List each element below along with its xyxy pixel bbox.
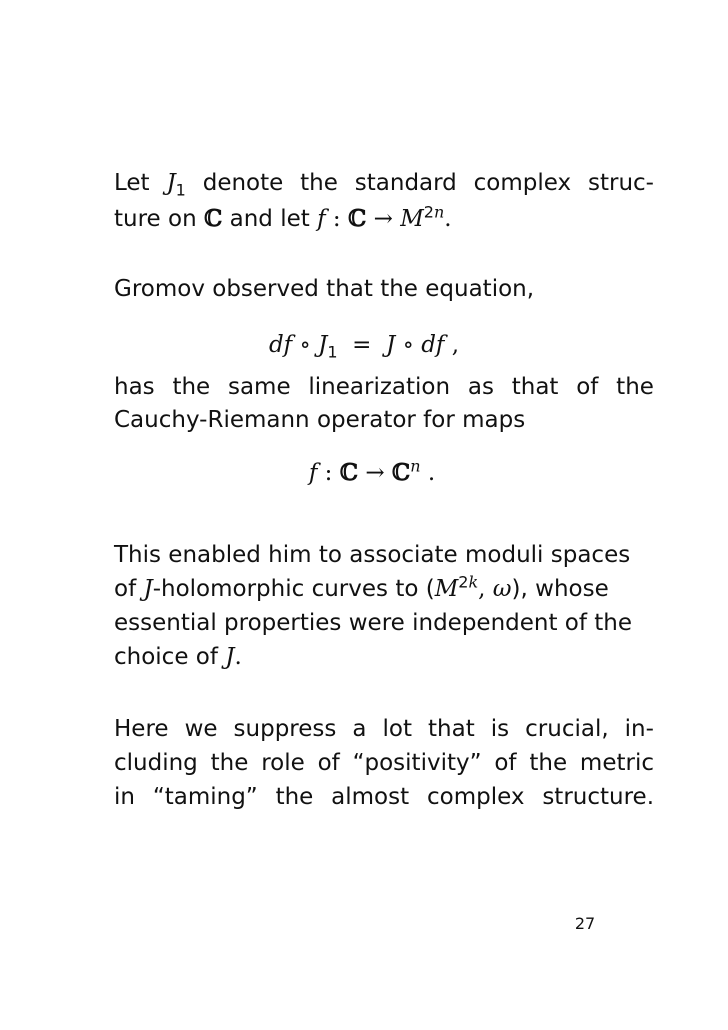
math-j1: $J_1$ [166,170,186,200]
equation-1: df ∘ $J_1 = J$ ∘ df , [268,332,460,362]
paragraph-4-line-4: choice of J. [114,644,242,670]
paragraph-4-line-2: of J-holomorphic curves to ($M^{2k}$, ω), whose [114,572,609,602]
paragraph-4-line-1: This enabled him to associate moduli spaces [114,542,631,568]
paragraph-2-line-1: Gromov observed that the equation, [114,276,535,302]
paragraph-3-line-2: Cauchy-Riemann operator for maps [114,407,526,433]
math-j-final: J [225,644,235,670]
paragraph-1-line-2: ture on ℂ and let f : ℂ → $M^{2n}$. [114,202,452,232]
math-map-f: f [317,206,326,232]
math-j: J [143,576,153,602]
paragraph-3-line-1: has the same linearization as that of the [114,374,654,400]
page-number: 27 [574,914,596,933]
paragraph-5-line-2: cluding the role of “positivity” of the metric [114,750,654,776]
paragraph-5-line-1: Here we suppress a lot that is crucial, in- [114,716,654,742]
paragraph-4-line-3: essential properties were independent of the [114,610,633,636]
equation-2: f : ℂ → ℂ$^n$ . [308,456,436,486]
complex-numbers-symbol: ℂ [203,205,223,232]
paragraph-5-line-3: in “taming” the almost complex structure. [114,784,654,810]
paragraph-1-line-1: Let $J_1$ denote the standard complex struc- [114,170,654,200]
